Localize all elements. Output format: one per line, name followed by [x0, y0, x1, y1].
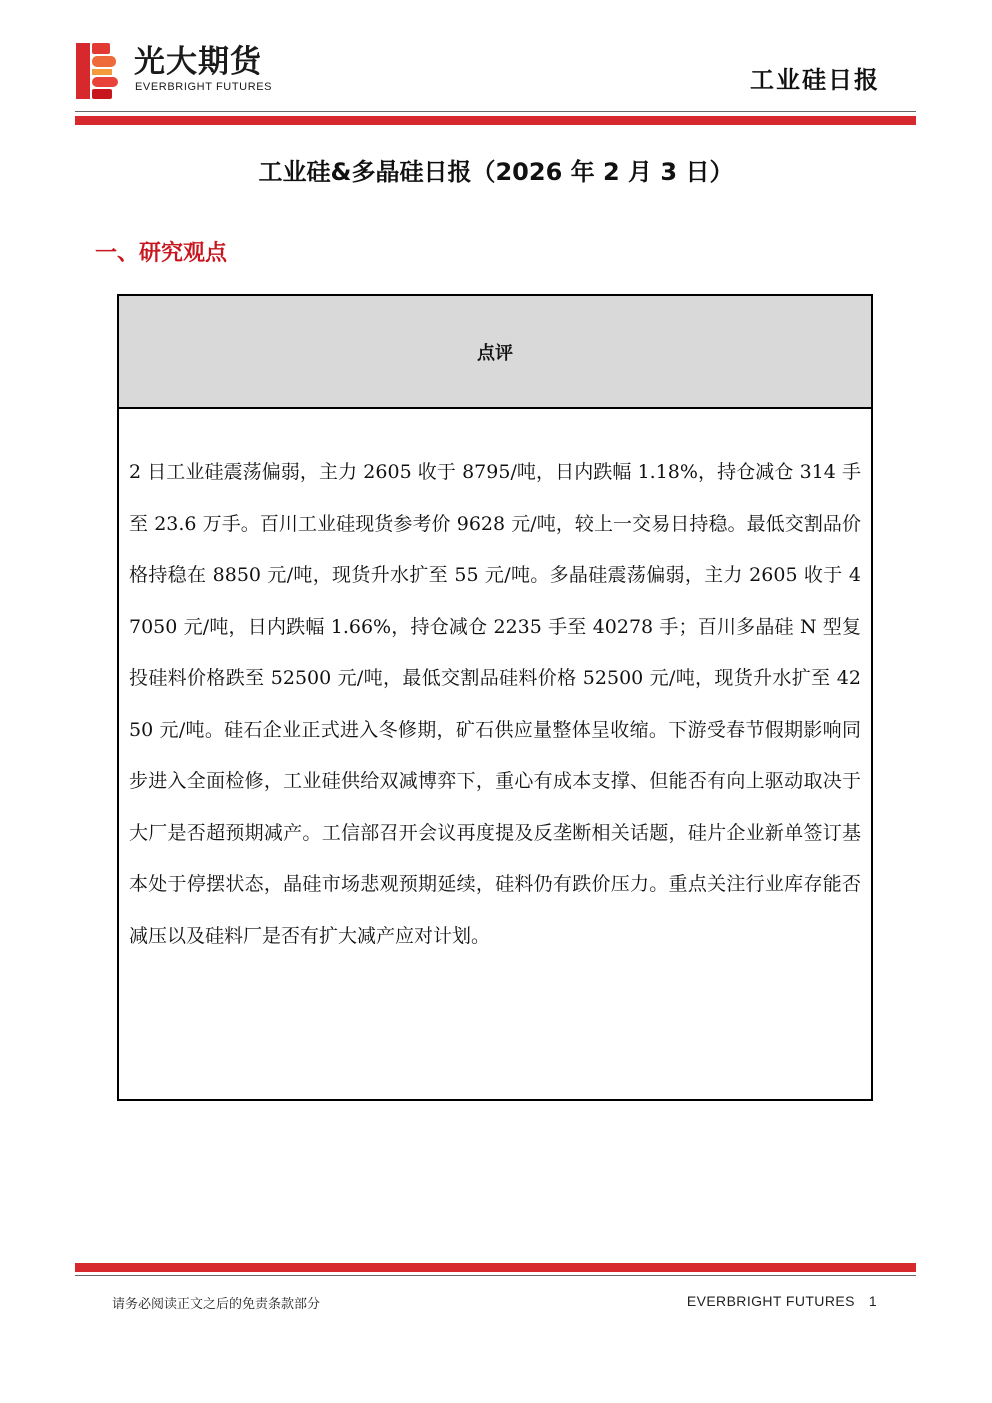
footer-divider-line [75, 1275, 916, 1276]
brand-name-en: EVERBRIGHT FUTURES [135, 81, 273, 93]
footer-company-page [687, 1293, 877, 1309]
footer-company: EVERBRIGHT FUTURES [686, 1293, 855, 1309]
page-number: 1 [868, 1293, 877, 1309]
review-table-body: 2 日工业硅震荡偏弱，主力 2605 收于 8795/吨，日内跌幅 1.18%，持仓减仓 314 手至 23.6 万手。百川工业硅现货参考价 9628 元/吨，较上一交易日持稳。最低交割品价格持稳在 8850 元/吨，现货升水扩至 55 元/吨。多晶硅震荡偏弱，主力 2605 收于 47050 元/吨，日内跌幅 1.66%，持仓减仓 2235 手至 40278 手；百川多晶硅 N 型复投硅料价格跌至 52500 元/吨，最低交割品硅料价格 52500 元/吨，现货升水扩至 4250 元/吨。硅石企业正式进入冬修期，矿石供应量整体呈收缩。下游受春节假期影响同步进入全面检修，工业硅供给双减博弈下，重心有成本支撑、但能否有向上驱动取决于大厂是否超预期减产。工信部召开会议再度提及反垄断相关话题，硅片企业新单签订基本处于停摆状态，晶硅市场悲观预期延续，硅料仍有跌价压力。重点关注行业库存能否减压以及硅料厂是否有扩大减产应对计划。 [129, 461, 861, 947]
everbright-logo-icon [76, 43, 120, 99]
footer-disclaimer: 请务必阅读正文之后的免责条款部分 [112, 1297, 321, 1312]
section-heading: 一、研究观点 [95, 241, 228, 266]
brand-name-cn: 光大期货 [134, 44, 262, 80]
report-type-label: 工业硅日报 [750, 66, 880, 94]
report-title: 工业硅&多晶硅日报（2026 年 2 月 3 日） [258, 158, 734, 186]
footer-accent-bar [75, 1263, 916, 1272]
review-table [117, 294, 873, 1101]
header-divider-line [75, 111, 916, 112]
review-table-header: 点评 [119, 296, 871, 409]
header-accent-bar [75, 116, 916, 125]
